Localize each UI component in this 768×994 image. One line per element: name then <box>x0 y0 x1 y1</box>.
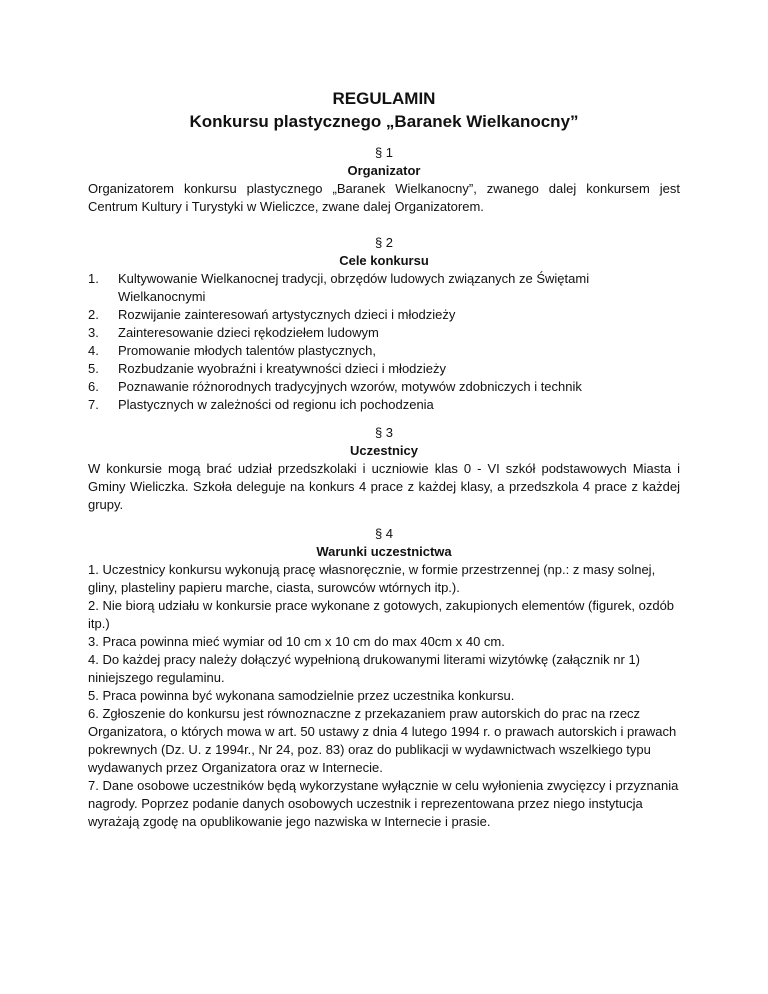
document-title: REGULAMIN <box>332 89 436 108</box>
list-item: 3. Praca powinna mieć wymiar od 10 cm x 10 cm do max 40cm x 40 cm. <box>88 634 505 649</box>
section-participants <box>88 424 680 514</box>
section-number: § 3 <box>374 425 394 440</box>
section-heading: Cele konkursu <box>339 253 429 268</box>
goals-list <box>88 270 680 414</box>
list-item: 4. Do każdej pracy należy dołączyć wypełnioną drukowanymi literami wizytówkę (załącznik nr 1) niniejszego regulaminu. <box>88 652 640 685</box>
section-number: § 2 <box>374 235 394 250</box>
list-item: 5. Praca powinna być wykonana samodzielnie przez uczestnika konkursu. <box>88 688 515 703</box>
document-subtitle: Konkursu plastycznego „Baranek Wielkanocny” <box>189 112 579 131</box>
list-item: 2. Nie biorą udziału w konkursie prace wykonane z gotowych, zakupionych elementów (figurek, ozdób itp.) <box>88 598 675 631</box>
section-goals <box>88 234 680 414</box>
list-item: 6. Poznawanie różnorodnych tradycyjnych wzorów, motywów zdobniczych i technik <box>88 379 582 394</box>
list-item: 2. Rozwijanie zainteresowań artystycznych dzieci i młodzieży <box>88 307 456 322</box>
section-conditions <box>88 525 680 831</box>
list-item: 1. Uczestnicy konkursu wykonują pracę własnoręcznie, w formie przestrzennej (np.: z masy solnej, gliny, plasteliny papieru marche, ciasta, surowców wtórnych itp.). <box>88 562 656 595</box>
conditions-list <box>88 561 680 831</box>
list-item: 4. Promowanie młodych talentów plastycznych, <box>88 343 376 358</box>
section-number: § 1 <box>374 145 394 160</box>
list-item: 1. Kultywowanie Wielkanocnej tradycji, obrzędów ludowych związanych ze Świętami Wielkanocnymi <box>88 271 590 304</box>
section-number: § 4 <box>374 526 394 541</box>
section-heading: Warunki uczestnictwa <box>316 544 452 559</box>
list-item: 3. Zainteresowanie dzieci rękodziełem ludowym <box>88 325 379 340</box>
section-organizer <box>88 144 680 216</box>
list-item: 7. Dane osobowe uczestników będą wykorzystane wyłącznie w celu wyłonienia zwycięzcy i przyznania nagrody. Poprzez podanie danych osobowych uczestnik i reprezentowana przez niego instytucja wyrażają zgodę na opublikowanie jego nazwiska w Internecie i prasie. <box>88 778 679 829</box>
section-text: Organizatorem konkursu plastycznego „Baranek Wielkanocny”, zwanego dalej konkursem jest Centrum Kultury i Turystyki w Wieliczce, zwane dalej Organizatorem. <box>88 181 680 214</box>
list-item: 7. Plastycznych w zależności od regionu ich pochodzenia <box>88 397 434 412</box>
list-item: 5. Rozbudzanie wyobraźni i kreatywności dzieci i młodzieży <box>88 361 447 376</box>
section-text: W konkursie mogą brać udział przedszkolaki i uczniowie klas 0 - VI szkół podstawowych Miasta i Gminy Wieliczka. Szkoła deleguje na konkurs 4 prace z każdej klasy, a przedszkola 4 prace z każdej grupy. <box>88 461 680 512</box>
list-item: 6. Zgłoszenie do konkursu jest równoznaczne z przekazaniem praw autorskich do prac na rzecz Organizatora, o których mowa w art. 50 ustawy z dnia 4 lutego 1994 r. o prawach autorskich i prawach pokrewnych (Dz. U. z 1994r., Nr 24, poz. 83) oraz do publikacji w wydawnictwach wszelkiego typu wydawanych przez Organizatora oraz w Internecie. <box>88 706 677 775</box>
section-heading: Organizator <box>347 163 421 178</box>
section-heading: Uczestnicy <box>350 443 418 458</box>
